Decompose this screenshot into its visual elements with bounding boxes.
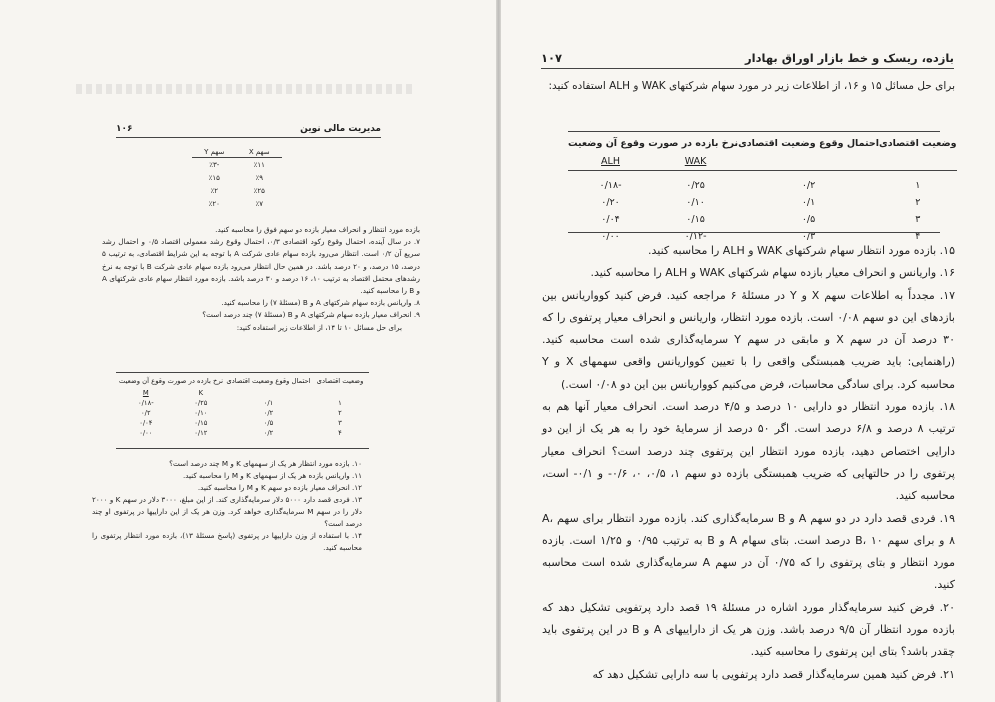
table-top-rule [568, 131, 940, 132]
right-page [501, 0, 995, 702]
cell: ۰/۱ [801, 196, 816, 208]
cell: ۰/۰۴ [601, 213, 620, 225]
sub-header-m: M [142, 389, 149, 397]
cell: ۰/۲۵ [194, 399, 208, 407]
table-top-rule [116, 372, 369, 373]
problem-20: ۲۰. فرض کنید سرمایه‌گذار مورد اشاره در مسئلهٔ ۱۹ قصد دارد پرتفویی تشکیل دهد که بازده مورد انتظار آن ۹/۵ درصد باشد. وزن هر یک از داراییهای A و B در این پرتفوی باید چقدر باشد؟ بتای این پرتفوی را محاسبه کنید. [542, 600, 955, 659]
table-row [116, 398, 369, 408]
problem-21: ۲۱. فرض کنید همین سرمایه‌گذار قصد دارد پرتفویی با سه دارایی تشکیل دهد که [592, 667, 955, 681]
table-bottom-rule [568, 232, 940, 233]
returns-table-x-y [192, 148, 282, 210]
problem-14: ۱۴. با استفاده از وزن داراییها در پرتفوی (پاسخ مسئلهٔ ۱۳)، بازده مورد انتظار پرتفوی را محاسبه کنید. [92, 531, 363, 552]
table-row [116, 408, 369, 418]
left-page [0, 0, 496, 702]
cell: ٪۲۵ [253, 186, 265, 195]
cell: ۰/۱۵ [194, 419, 208, 427]
bleed-through-text [76, 84, 416, 94]
cell: ۰/۲۰ [601, 196, 620, 208]
left-header-rule [116, 137, 381, 138]
cell: ۳ [915, 213, 921, 225]
cell: ۰/۲ [141, 409, 151, 417]
cell: ۰/۱۰ [686, 196, 705, 208]
cell: ۰/۰۴ [139, 419, 153, 427]
returns-table-k-m [116, 374, 369, 438]
paragraph: برای حل مسائل ۱۰ تا ۱۴، از اطلاعات زیر استفاده کنید: [236, 322, 402, 332]
table-row [192, 171, 282, 184]
problem-12: ۱۲. انحراف معیار بازده دو سهم K و M را محاسبه کنید. [197, 483, 362, 492]
intro-paragraph: برای حل مسائل ۱۵ و ۱۶، از اطلاعات زیر در مورد سهام شرکتهای WAK و ALH استفاده کنید: [548, 80, 955, 92]
cell: ۳ [338, 419, 342, 427]
cell: ٪۲ [210, 186, 218, 195]
cell: -٪۳ [209, 160, 220, 169]
cell: ۴ [338, 429, 342, 437]
table-row [568, 194, 957, 211]
cell: -۰/۱۸ [137, 399, 154, 407]
col-header-state: وضعیت اقتصادی [316, 377, 364, 385]
problem-13: ۱۳. فردی قصد دارد ۵۰۰۰ دلار سرمایه‌گذاری کند. از این مبلغ، ۳۰۰۰ دلار در سهم K و ۲۰۰۰ دلار را در سهم M سرمایه‌گذاری خواهد کرد. وزن هر یک از این داراییها در پرتفوی او چند درصد است؟ [92, 495, 363, 528]
paragraph: بازده مورد انتظار و انحراف معیار بازده دو سهم فوق را محاسبه کنید. [215, 225, 420, 234]
right-running-title: بازده، ریسک و خط بازار اوراق بهادار [745, 51, 954, 65]
table-row [192, 197, 282, 210]
cell: ٪۹ [255, 173, 263, 182]
returns-table-wak-alh [568, 133, 957, 245]
cell: ۰/۱۲ [194, 429, 208, 437]
right-page-number: ۱۰۷ [541, 51, 563, 65]
cell: ۰/۲۵ [686, 179, 705, 191]
cell: ۰/۱۵ [686, 213, 705, 225]
cell: ٪۱۵ [208, 173, 220, 182]
cell: ۱ [338, 399, 342, 407]
table-row [192, 184, 282, 197]
cell: ۰/۲ [263, 429, 274, 437]
table-row [568, 177, 957, 194]
col-header-return: نرخ بازده در صورت وقوع آن وضعیت [118, 377, 224, 385]
cell: ۰/۱۰ [194, 409, 208, 417]
problem-10: ۱۰. بازده مورد انتظار هر یک از سهمهای K و M چند درصد است؟ [169, 459, 362, 468]
cell: ۰/۵ [801, 213, 816, 225]
right-header-rule [541, 68, 954, 69]
cell: -۰/۱۸ [599, 179, 622, 191]
cell: ٪۲۰ [208, 199, 220, 208]
col-header-x: سهم X [236, 148, 282, 158]
table-bottom-rule [116, 448, 369, 449]
problem-15: ۱۵. بازده مورد انتظار سهام شرکتهای WAK و ALH را محاسبه کنید. [648, 244, 955, 257]
left-text-block [102, 224, 420, 334]
sub-header-alh: ALH [601, 156, 620, 167]
problem-7: ۷. در سال آینده، احتمال وقوع رکود اقتصادی ۰/۳، احتمال وقوع رشد معمولی اقتصاد ۰/۵ و احتمال رشد سریع آن ۰/۲ است. انتظار می‌رود بازده سهام عادی شرکت A با توجه به این شرایط اقتصادی، به ترتیب ۵ درصد، ۱۵ درصد، و ۲۰ درصد باشد. در همین حال انتظار می‌رود بازده سهام عادی شرکت B با توجه به نرخ رشدهای محتمل اقتصاد به ترتیب ۱۰، ۱۶ درصد و ۳۰ درصد باشد. بازده مورد انتظار سهام عادی شرکتهای A و B را محاسبه کنید. [102, 237, 421, 296]
col-header-return: نرخ بازده در صورت وقوع آن وضعیت [568, 137, 739, 149]
problem-11: ۱۱. واریانس بازده هر یک از سهمهای K و M را محاسبه کنید. [182, 471, 362, 480]
table-row [116, 428, 369, 438]
cell: ۰/۱ [263, 399, 274, 407]
cell: ۰/۲ [801, 179, 816, 191]
problem-9: ۹. انحراف معیار بازده سهام شرکتهای A و B (مسئلهٔ ۷) چند درصد است؟ [202, 310, 420, 320]
col-header-state: وضعیت اقتصادی [878, 137, 957, 149]
left-problems [92, 458, 362, 554]
col-header-prob: احتمال وقوع وضعیت اقتصادی [738, 137, 879, 149]
cell: ۴ [915, 230, 921, 242]
left-running-title: مدیریت مالی نوین [300, 124, 381, 134]
right-problems [542, 240, 955, 686]
cell: ۰/۰۰ [601, 230, 620, 242]
sub-header-k: K [198, 389, 204, 397]
cell: ٪۷ [255, 199, 263, 208]
problem-16: ۱۶. واریانس و انحراف معیار بازده سهام شرکتهای WAK و ALH را محاسبه کنید. [590, 266, 955, 280]
table-row [116, 418, 369, 428]
table-row [192, 158, 282, 172]
table-row [568, 211, 957, 228]
cell: ۲ [915, 196, 921, 208]
problem-8: ۸. واریانس بازده سهام شرکتهای A و B (مسئلهٔ ۷) را محاسبه کنید. [221, 298, 420, 308]
col-header-y: سهم Y [192, 148, 236, 158]
cell: ۰/۳ [801, 230, 816, 242]
problem-19: ۱۹. فردی قصد دارد در دو سهم A و B سرمایه‌گذاری کند. بازده مورد انتظار برای سهم A، ۸ و برای سهم B، ۱۰ درصد است. بتای سهام A و B به ترتیب ۰/۹۵ و ۱/۲۵ است. بازده مورد انتظار و بتای پرتفوی را که ۰/۷۵ آن در سهم A سرمایه‌گذاری شده است محاسبه کنید. [542, 511, 956, 592]
left-page-number: ۱۰۶ [116, 124, 133, 134]
cell: ۱ [915, 179, 921, 191]
cell: ۰/۰۰ [139, 429, 153, 437]
cell: -۰/۱۲ [684, 230, 707, 242]
cell: ۰/۲ [263, 409, 274, 417]
cell: ۰/۵ [263, 419, 274, 427]
col-header-prob: احتمال وقوع وضعیت اقتصادی [226, 377, 311, 385]
cell: ۲ [338, 409, 342, 417]
sub-header-wak: WAK [684, 156, 707, 167]
cell: ٪۱۱ [253, 160, 265, 169]
problem-18: ۱۸. بازده مورد انتظار دو دارایی ۱۰ درصد و ۴/۵ درصد است. انحراف معیار آنها هم به ترتیب ۸ درصد و ۶/۸ درصد است. اگر ۵۰ درصد از سرمایهٔ خود را به هر یک از این دو دارایی اختصاص دهید، بازده مورد انتظار این پرتفوی چند درصد است؟ انحراف معیار پرتفوی را در حالتهایی که ضریب همبستگی بازده دو سهم ۱، ۰/۵، ۰، ۰/۶- و ۰/۱- است، محاسبه کنید. [542, 400, 955, 503]
problem-17: ۱۷. مجدداً به اطلاعات سهم X و Y در مسئلهٔ ۶ مراجعه کنید. فرض کنید کوواریانس بین بازدهای این دو سهم ۰/۰۸ است. بازده مورد انتظار، واریانس و انحراف معیار پرتفوی را که ۳۰ درصد آن در سهم X و مابقی در سهم Y سرمایه‌گذاری شده است محاسبه کنید. (راهنمایی: باید ضریب همبستگی واقعی را با تعیین کوواریانس واقعی سهمهای X و Y محاسبه کرد. برای سادگی محاسبات، فرض می‌کنیم کوواریانس بین این دو ۰/۰۸ است.) [542, 288, 956, 391]
